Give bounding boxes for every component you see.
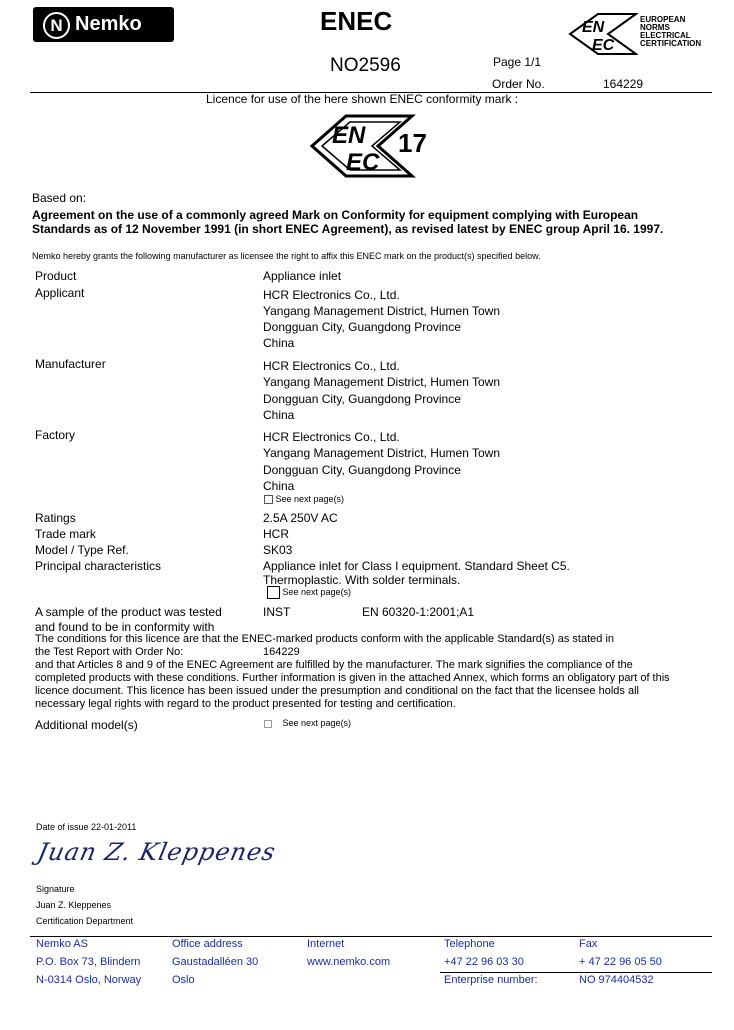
svg-text:EC: EC: [592, 37, 615, 54]
enec-mark-number: 17: [398, 128, 427, 158]
applicant-line: HCR Electronics Co., Ltd.: [263, 288, 400, 302]
footer-telephone-label: Telephone: [444, 938, 495, 950]
see-next-label: See next page(s): [282, 718, 352, 728]
signer-name: Juan Z. Kleppenes: [36, 900, 112, 910]
sample-value: INST: [263, 605, 291, 619]
signature-label: Signature: [36, 884, 75, 894]
factory-line: China: [263, 479, 295, 493]
model-value: SK03: [263, 543, 293, 557]
footer-internet-label: Internet: [307, 938, 345, 950]
order-number: 164229: [603, 77, 644, 91]
agreement-line: Standards as of 12 November 1991 (in short ENEC Agreement), as revised latest by ENEC group April 16. 1997.: [32, 222, 664, 236]
conditions-order-number: 164229: [263, 646, 300, 658]
trademark-value: HCR: [263, 527, 289, 541]
principal-label: Principal characteristics: [35, 559, 162, 573]
footer-company: Nemko AS: [36, 938, 88, 950]
conditions-line: and that Articles 8 and 9 of the ENEC Agreement are fulfilled by the manufacturer. The mark signifies the compliance of the: [35, 659, 633, 671]
footer-mid-divider: [440, 972, 712, 973]
factory-line: Yangang Management District, Humen Town: [263, 446, 501, 460]
footer-fax: + 47 22 96 05 50: [579, 956, 662, 968]
order-label: Order No.: [492, 77, 545, 91]
applicant-line: China: [263, 336, 295, 350]
principal-line: Thermoplastic. With solder terminals.: [263, 573, 461, 587]
manufacturer-line: Dongguan City, Guangdong Province: [263, 392, 461, 406]
page-indicator: Page 1/1: [493, 55, 542, 69]
footer-office-city: Oslo: [172, 974, 195, 986]
see-next-label: See next page(s): [282, 586, 352, 597]
footer-fax-label: Fax: [579, 938, 598, 950]
nemko-logo-text: Nemko: [75, 13, 142, 35]
footer-telephone: +47 22 96 03 30: [444, 956, 524, 968]
enec-logo-line: ELECTRICAL: [640, 31, 691, 40]
product-value: Appliance inlet: [263, 269, 342, 283]
based-on-label: Based on:: [32, 191, 87, 205]
standard-value: EN 60320-1:2001;A1: [362, 605, 475, 619]
handwritten-signature: Juan Z. Kleppenes: [35, 838, 279, 866]
enec-header-logo: [568, 10, 718, 60]
enec-emblem-icon: [568, 10, 638, 58]
product-label: Product: [35, 269, 77, 283]
document-title: ENEC: [320, 6, 393, 36]
footer-enterprise-number: NO 974404532: [579, 974, 654, 986]
manufacturer-line: China: [263, 408, 295, 422]
see-next-checkbox[interactable]: [267, 586, 280, 599]
trademark-label: Trade mark: [35, 527, 96, 541]
footer-enterprise-label: Enterprise number:: [444, 974, 538, 986]
factory-line: Dongguan City, Guangdong Province: [263, 463, 461, 477]
agreement-line: Agreement on the use of a commonly agreed Mark on Conformity for equipment complying with European: [32, 208, 639, 222]
issue-date: Date of issue 22-01-2011: [36, 822, 137, 832]
applicant-label: Applicant: [35, 286, 85, 300]
manufacturer-line: Yangang Management District, Humen Town: [263, 375, 501, 389]
enec-logo-line: CERTIFICATION: [640, 39, 702, 48]
sample-label: A sample of the product was tested: [35, 605, 222, 619]
svg-text:EC: EC: [346, 149, 380, 176]
footer-city: N-0314 Oslo, Norway: [36, 974, 142, 986]
principal-see-next: [267, 586, 351, 599]
footer-office-street: Gaustadalléen 30: [172, 956, 259, 968]
footer-office-label: Office address: [172, 938, 243, 950]
signer-department: Certification Department: [36, 916, 134, 926]
enec-mark: [308, 110, 438, 182]
applicant-line: Yangang Management District, Humen Town: [263, 304, 501, 318]
manufacturer-label: Manufacturer: [35, 357, 106, 371]
additional-see-next: [264, 718, 351, 728]
footer-top-divider: [30, 936, 712, 937]
see-next-label: See next page(s): [275, 494, 345, 504]
footer-website-link[interactable]: www.nemko.com: [307, 956, 391, 968]
enec-logo-line: NORMS: [640, 23, 670, 32]
factory-label: Factory: [35, 428, 76, 442]
enec-logo-line: EUROPEAN: [640, 15, 686, 24]
see-next-checkbox[interactable]: [264, 720, 272, 728]
additional-models-label: Additional model(s): [35, 718, 138, 732]
model-label: Model / Type Ref.: [35, 543, 129, 557]
sample-label: and found to be in conformity with: [35, 620, 215, 634]
factory-line: HCR Electronics Co., Ltd.: [263, 430, 400, 444]
ratings-value: 2.5A 250V AC: [263, 511, 338, 525]
svg-text:EN: EN: [332, 122, 366, 149]
nemko-n-circle: N: [43, 12, 70, 39]
conditions-line: completed products with these conditions. Further information is given in the attached Annex, which forms an obligatory part of this: [35, 672, 670, 684]
conditions-line: necessary legal rights with regard to the product presented for testing and certification.: [35, 698, 456, 710]
licence-line: Licence for use of the here shown ENEC conformity mark :: [206, 92, 519, 106]
nemko-logo: [33, 7, 174, 42]
svg-text:EN: EN: [582, 19, 605, 36]
ratings-label: Ratings: [35, 511, 76, 525]
principal-line: Appliance inlet for Class I equipment. Standard Sheet C5.: [263, 559, 570, 573]
certificate-number: NO2596: [330, 55, 401, 76]
conditions-label: the Test Report with Order No:: [35, 646, 184, 658]
factory-see-next: [264, 494, 344, 504]
applicant-line: Dongguan City, Guangdong Province: [263, 320, 461, 334]
grant-text: Nemko hereby grants the following manufacturer as licensee the right to affix this ENEC mark on the product(s) specified below.: [32, 251, 541, 261]
conditions-line: licence document. This licence has been issued under the presumption and conditional on the fact that the licensee holds all: [35, 685, 639, 697]
footer-pobox: P.O. Box 73, Blindern: [36, 956, 141, 968]
see-next-checkbox[interactable]: [264, 495, 273, 504]
manufacturer-line: HCR Electronics Co., Ltd.: [263, 359, 400, 373]
conditions-line: The conditions for this licence are that the ENEC-marked products conform with the applicable Standard(s) as stated in: [35, 633, 615, 645]
